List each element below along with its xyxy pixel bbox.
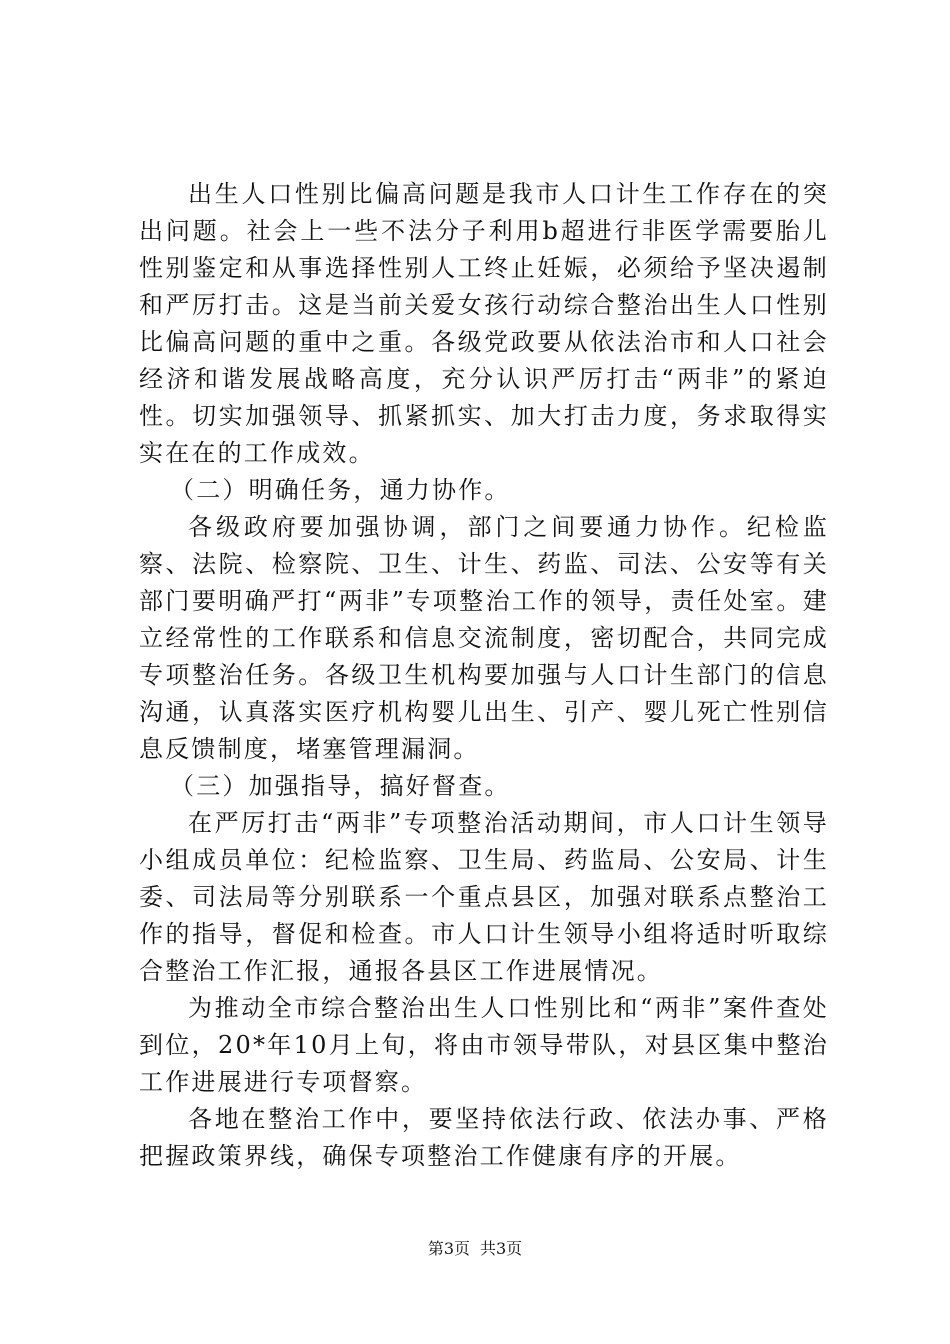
section-heading-3: （三）加强指导，搞好督查。	[170, 772, 511, 800]
paragraph-inspection-schedule: 为推动全市综合整治出生人口性别比和“两非”案件查处到位，20*年10月上旬，将由市领导带队，对县区集中整治工作进展进行专项督察。	[139, 994, 829, 1096]
page-footer	[0, 1238, 950, 1260]
paragraph-supervision: 在严厉打击“两非”专项整治活动期间，市人口计生领导小组成员单位：纪检监察、卫生局、药监局、公安局、计生委、司法局等分别联系一个重点县区，加强对联系点整治工作的指导，督促和检查。市人口计生领导小组将适时听取综合整治工作汇报，通报各县区工作进展情况。	[139, 809, 829, 985]
document-body	[139, 176, 829, 1175]
paragraph-conclusion: 各地在整治工作中，要坚持依法行政、依法办事、严格把握政策界线，确保专项整治工作健康有序的开展。	[139, 1105, 829, 1170]
page-total: 共3页	[480, 1239, 523, 1258]
paragraph-coordination: 各级政府要加强协调，部门之间要通力协作。纪检监察、法院、检察院、卫生、计生、药监、司法、公安等有关部门要明确严打“两非”专项整治工作的领导，责任处室。建立经常性的工作联系和信息交流制度，密切配合，共同完成专项整治任务。各级卫生机构要加强与人口计生部门的信息沟通，认真落实医疗机构婴儿出生、引产、婴儿死亡性别信息反馈制度，堵塞管理漏洞。	[139, 513, 829, 763]
section-heading-2: （二）明确任务，通力协作。	[170, 476, 511, 504]
paragraph-problem-statement: 出生人口性别比偏高问题是我市人口计生工作存在的突出问题。社会上一些不法分子利用b超进行非医学需要胎儿性别鉴定和从事选择性别人工终止妊娠，必须给予坚决遏制和严厉打击。这是当前关爱女孩行动综合整治出生人口性别比偏高问题的重中之重。各级党政要从依法治市和人口社会经济和谐发展战略高度，充分认识严厉打击“两非”的紧迫性。切实加强领导、抓紧抓实、加大打击力度，务求取得实实在在的工作成效。	[139, 180, 829, 467]
page-number: 第3页	[427, 1239, 470, 1258]
